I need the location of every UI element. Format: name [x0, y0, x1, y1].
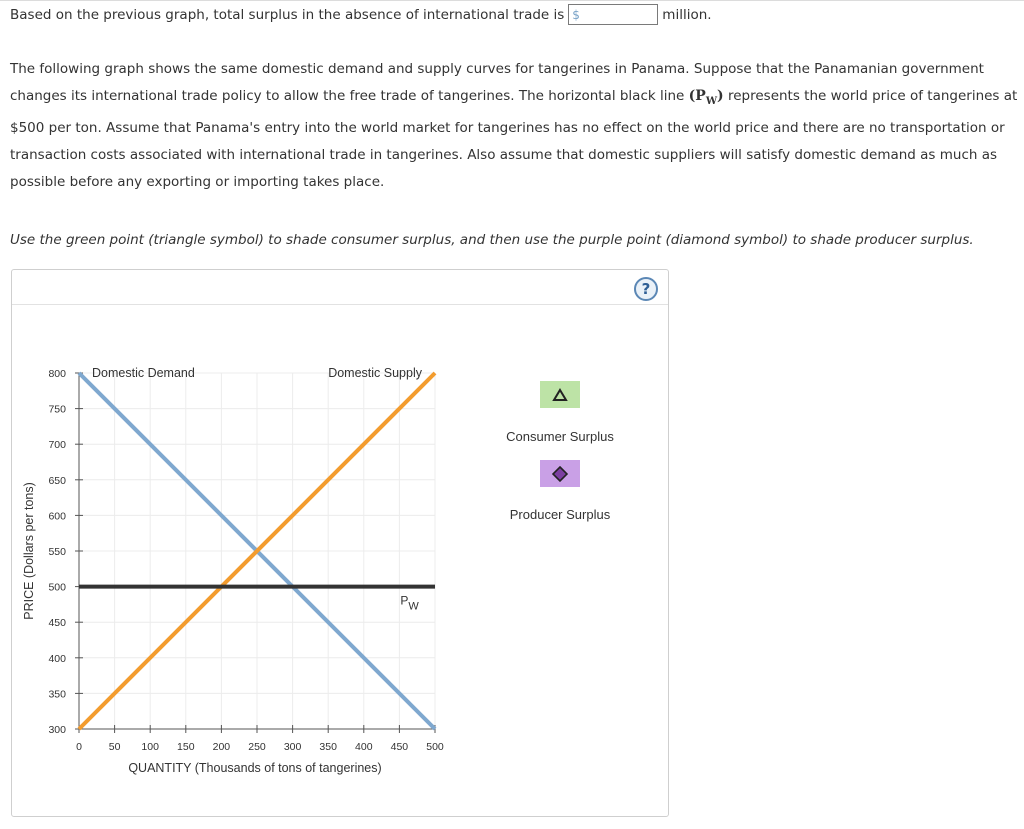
question-unit: million.: [662, 6, 712, 23]
world-price-symbol: $(P_W)$: [688, 87, 724, 107]
paragraph-text-2: represents the world price of tangerines at $500 per ton. Assume that Panama's entry into the world market for tangerines has no effect on the world price and there are no transportation or transaction costs associated with international trade in tangerines. Also assume that domestic suppliers will satisfy domestic demand as much as possible before any exporting or importing takes place.: [10, 87, 1018, 190]
y-tick-label: 700: [48, 439, 66, 452]
pw-label: PW: [400, 593, 419, 613]
y-tick-label: 500: [48, 581, 66, 594]
total-surplus-input[interactable]: [580, 5, 654, 24]
scenario-paragraph: [10, 56, 1020, 195]
y-tick-label: 550: [48, 546, 66, 558]
x-tick-label: 50: [108, 741, 121, 753]
currency-symbol: $: [572, 7, 580, 22]
y-tick-label: 300: [48, 724, 66, 736]
x-tick-label: 250: [248, 741, 266, 753]
demand-label: Domestic Demand: [92, 366, 195, 380]
consumer-surplus-label: Consumer Surplus: [506, 429, 614, 444]
question-total-surplus: [10, 4, 712, 25]
y-tick-label: 800: [48, 368, 66, 380]
paragraph-text-1: The following graph shows the same domestic demand and supply curves for tangerines in Panama. Suppose that the Panamanian government changes its international trade policy to allow the free trade of tangerines. The horizontal black line: [10, 61, 984, 104]
y-tick-label: 450: [48, 617, 66, 630]
y-tick-label: 400: [48, 652, 66, 665]
help-icon[interactable]: ?: [634, 277, 658, 301]
y-tick-label: 600: [48, 510, 66, 523]
x-axis-title: QUANTITY (Thousands of tons of tangerines): [128, 761, 382, 775]
diamond-icon: [552, 466, 568, 482]
surplus-chart[interactable]: [12, 270, 668, 816]
x-tick-label: 100: [141, 741, 159, 753]
x-tick-label: 400: [355, 741, 373, 753]
supply-label: Domestic Supply: [328, 366, 422, 380]
y-tick-label: 350: [48, 688, 66, 701]
x-tick-label: 500: [426, 741, 444, 753]
top-divider: [0, 0, 1024, 1]
x-tick-label: 200: [212, 741, 231, 753]
graph-panel: [11, 269, 669, 817]
y-axis-title: PRICE (Dollars per tons): [22, 482, 36, 620]
total-surplus-field[interactable]: [568, 4, 658, 25]
consumer-surplus-tool[interactable]: [540, 381, 580, 408]
producer-surplus-label: Producer Surplus: [509, 507, 611, 522]
producer-surplus-tool[interactable]: [540, 460, 580, 487]
triangle-icon: [552, 388, 568, 402]
instruction-text: Use the green point (triangle symbol) to shade consumer surplus, and then use the purple point (diamond symbol) to shade producer surplus.: [10, 232, 974, 248]
x-tick-label: 300: [283, 741, 302, 753]
x-tick-label: 450: [390, 741, 409, 753]
x-tick-label: 350: [319, 741, 337, 753]
y-tick-label: 650: [48, 474, 66, 487]
x-tick-label: 150: [177, 741, 195, 753]
question-text: Based on the previous graph, total surplus in the absence of international trade is: [10, 6, 565, 23]
y-tick-label: 750: [48, 403, 66, 416]
x-tick-label: 0: [76, 741, 82, 753]
